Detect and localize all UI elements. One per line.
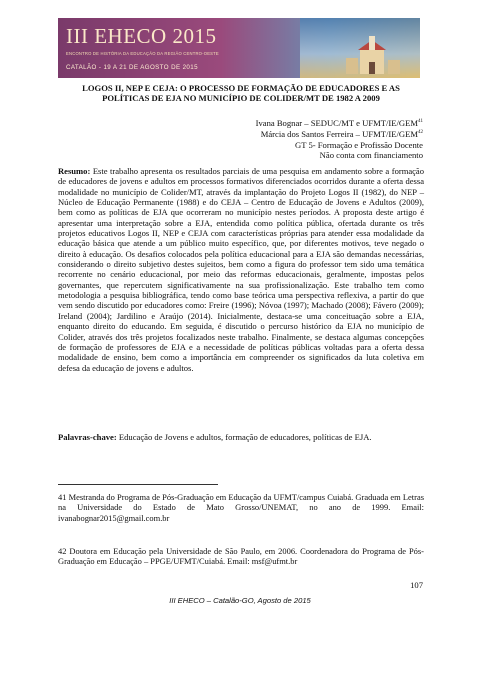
- footnote-41: 41 Mestranda do Programa de Pós-Graduação em Educação da UFMT/campus Cuiabá. Graduada em Letras na Universidade do Estado de Mato Grosso/UNEMAT, no ano de 1999. Email: ivanabognar2015@gmail.com.br: [58, 492, 424, 523]
- banner-subtitle: ENCONTRO DE HISTÓRIA DA EDUCAÇÃO DA REGIÃO CENTRO-OESTE: [66, 51, 219, 56]
- funding-note: Não conta com financiamento: [319, 149, 423, 160]
- author-line-2: Márcia dos Santos Ferreira – UFMT/IE/GEM$^{42}$: [260, 129, 423, 140]
- keywords-text: Educação de Jovens e adultos, formação de educadores, políticas de EJA.: [118, 432, 372, 442]
- banner-place-date: CATALÃO - 19 A 21 DE AGOSTO DE 2015: [66, 64, 198, 71]
- banner-title: III EHECO 2015: [66, 24, 217, 48]
- event-banner: [58, 18, 420, 78]
- page-footer: III EHECO – Catalão-GO, Agosto de 2015: [169, 596, 311, 605]
- footnote-divider: [58, 484, 218, 485]
- paper-title: LOGOS II, NEP E CEJA: O PROCESSO DE FORMAÇÃO DE EDUCADORES E AS POLÍTICAS DE EJA NO MUNICÍPIO DE COLIDER/MT DE 1982 A 2009: [82, 83, 400, 104]
- church-illustration-icon: [342, 36, 402, 74]
- footnote-42: 42 Doutora em Educação pela Universidade de São Paulo, em 2006. Coordenadora do Programa de Pós-Graduação em Educação – PPGE/UFMT/Cuiabá. Email: msf@ufmt.br: [58, 546, 424, 567]
- author-block: [256, 117, 423, 160]
- working-group: GT 5- Formação e Profissão Docente: [295, 139, 423, 150]
- abstract-label: Resumo:: [58, 166, 91, 176]
- page-number: 107: [410, 580, 423, 590]
- author-line-1: Ivana Bognar – SEDUC/MT e UFMT/IE/GEM$^{41}$: [255, 117, 423, 128]
- keywords-label: Palavras-chave:: [58, 432, 117, 442]
- abstract: [58, 166, 424, 373]
- keywords: [58, 432, 424, 442]
- abstract-text: Este trabalho apresenta os resultados parciais de uma pesquisa em andamento sobre a formação de educadores de jovens e adultos em processos formativos diferenciados ocorridos durante a oferta dessa modalidade no município de Colider/MT, através da implantação do Projeto Logos II (1982), do NEP – Núcleo de Educação Permanente (1988) e do CEJA – Centro de Educação de Jovens e Adultos (2009), bem como as políticas de EJA que ocorreram no município nestes períodos. A proposta deste artigo é apresentar uma interpretação sobre a EJA, entendida como política pública, ofertada durante os três projetos educativos Logos II, NEP e CEJA com características próprias para atender essa modalidade da educação básica que atende a um público muito específico, que, por diferentes motivos, teve negado o direito à educação. Os desafios colocados pela política educacional para a EJA são demandas necessárias, considerando o direito subjetivo destes sujeitos, bem como a figura do professor tem sido uma temática recorrente no cenário educacional, por meio das reformas educacionais, geralmente, impostas pelos governantes, que repercutem significativamente na sua profissionalização. Este trabalho tem como metodologia a pesquisa bibliográfica, tendo como base teórica uma perspectiva reflexiva, a partir do que vem sendo discutido por educadores como: Freire (1996); Nóvoa (1997); Machado (2008); Fávero (2009); Ireland (2004); Jardilino e Araújo (2014). Inicialmente, destaca-se uma conceituação sobre a EJA, enquanto direito do educando. Em seguida, é discutido o percurso histórico da EJA no município de Colider, através dos três projetos focalizados neste trabalho. Finalmente, se destaca algumas concepções de formação de professores de EJA e a necessidade de políticas públicas voltadas para a oferta dessa modalidade de ensino, bem como a importância em compreender os significados da luta coletiva em defesa da educação de jovens e adultos.: [58, 166, 424, 373]
